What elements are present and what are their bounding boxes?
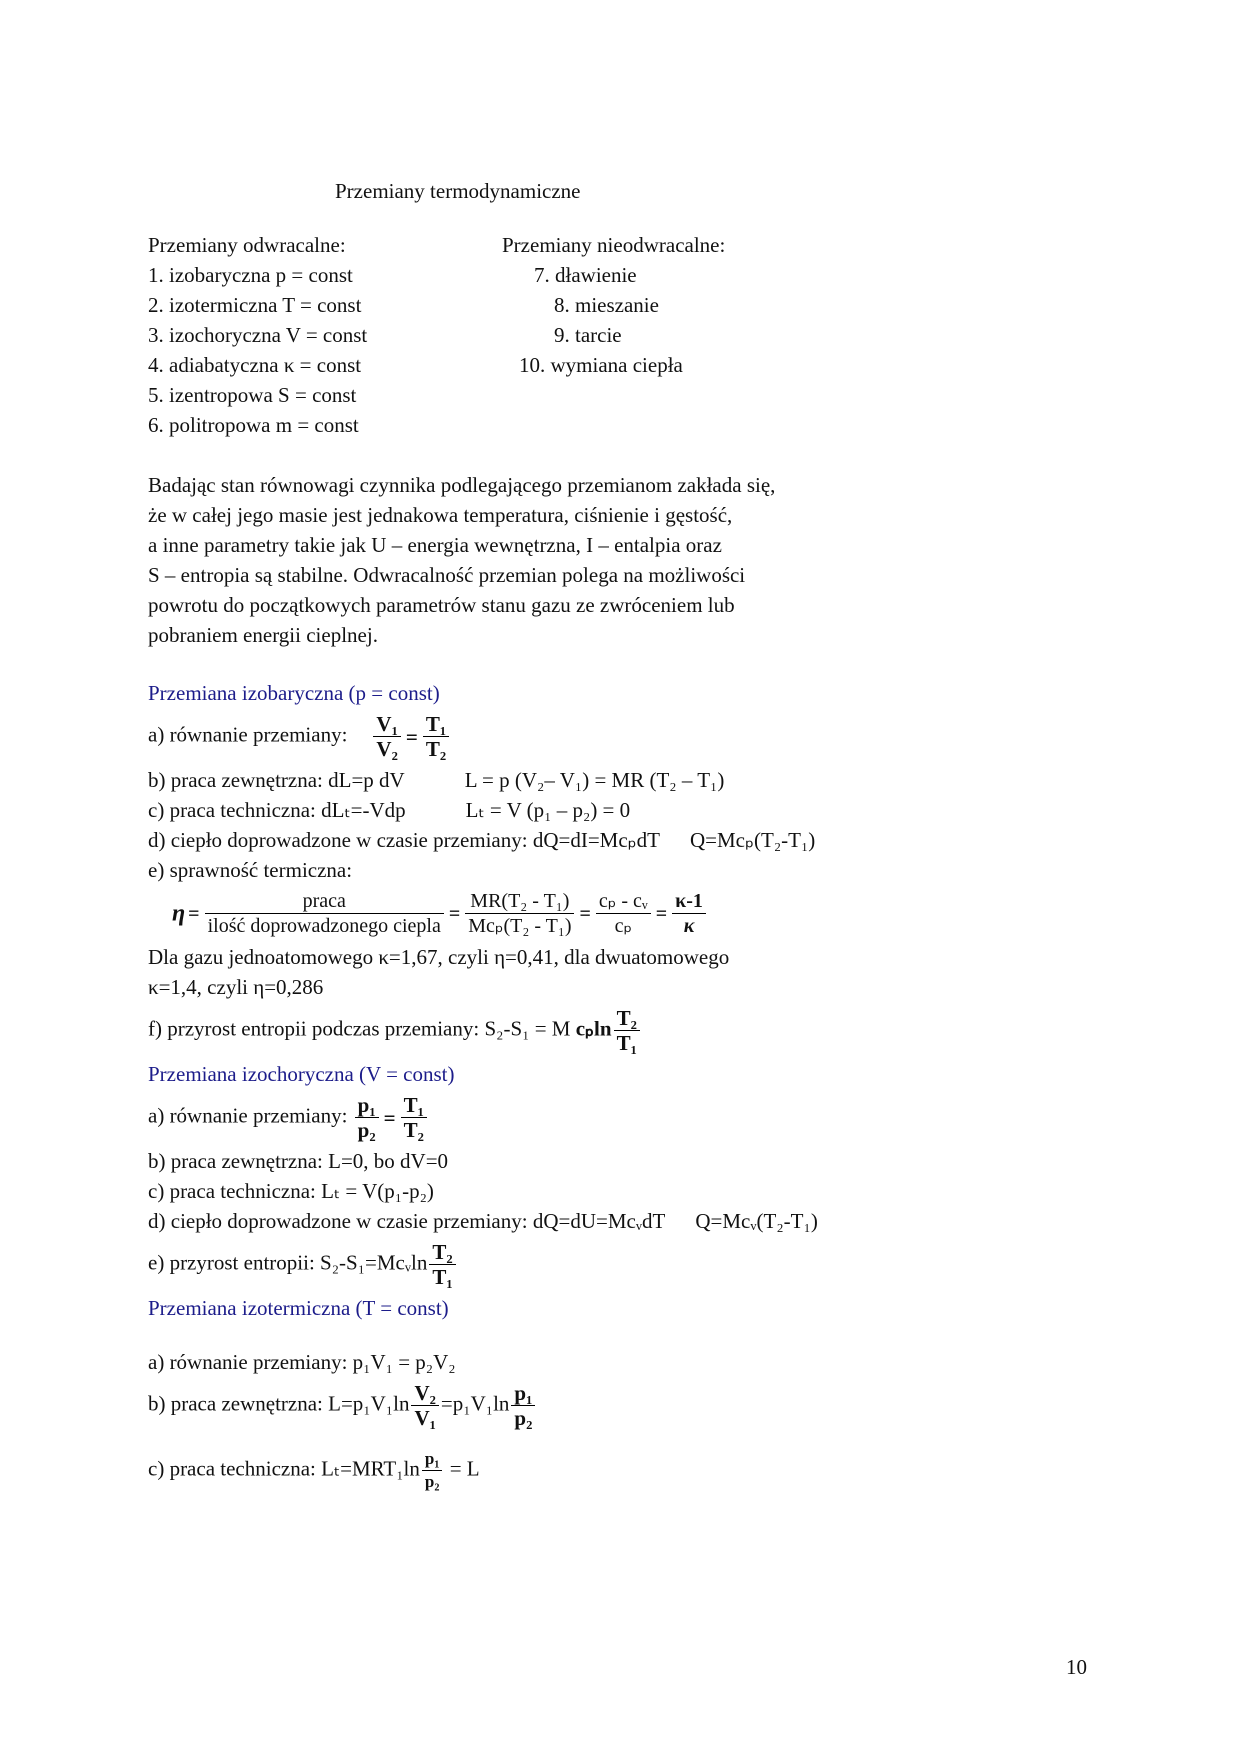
label: b) praca zewnętrzna: L=p₁V₁ln (148, 1391, 410, 1416)
line-d (148, 1206, 1148, 1236)
line-a: a) równanie przemiany: p₁V₁ = p₂V₂ (148, 1350, 456, 1374)
numerator: cₚ - cᵥ (596, 889, 651, 914)
line-d-text: d) ciepło doprowadzone w czasie przemiany: dQ=dI=McₚdT (148, 828, 660, 852)
line-d (148, 825, 1148, 855)
fraction (429, 1240, 455, 1289)
list-item: 8. mieszanie (554, 293, 659, 317)
line-b-text: b) praca zewnętrzna: dL=p dV (148, 768, 405, 792)
numerator: T₂ (429, 1240, 455, 1265)
isochoric-equation (148, 1089, 1148, 1146)
label: c) praca techniczna: Lₜ=MRT₁ln (148, 1456, 420, 1481)
numerator: praca (205, 889, 444, 914)
document-body (148, 176, 1148, 1497)
page-number: 10 (1066, 1655, 1087, 1679)
denominator: T₂ (425, 737, 447, 761)
paragraph-line: a inne parametry takie jak U – energia wewnętrzna, I – entalpia oraz (148, 533, 722, 557)
denominator: V₂ (376, 737, 398, 761)
section-heading-isothermal: Przemiana izotermiczna (T = const) (148, 1296, 449, 1320)
denominator: ilość doprowadzonego ciepla (207, 915, 441, 937)
line-b: b) praca zewnętrzna: L=0, bo dV=0 (148, 1149, 449, 1173)
line-b (148, 765, 1148, 795)
equals: = (579, 902, 591, 925)
fraction (355, 1093, 379, 1142)
denominator: T₁ (616, 1031, 637, 1055)
fraction (596, 889, 651, 938)
intro-paragraph (148, 470, 1148, 650)
line-d-result: Q=Mcᵥ(T₂-T₁) (695, 1209, 818, 1233)
line-b (148, 1377, 1148, 1434)
irreversible-heading: Przemiany nieodwracalne: (502, 233, 726, 257)
line-c (148, 795, 1148, 825)
fraction (373, 712, 400, 761)
numerator: p₁ (355, 1093, 379, 1118)
fraction (401, 1093, 427, 1142)
line-c (148, 1444, 1148, 1497)
numerator: MR(T₂ - T₁) (465, 889, 574, 914)
denominator: cₚ (614, 915, 633, 937)
list-item: 10. wymiana ciepła (519, 353, 683, 377)
paragraph-line: S – entropia są stabilne. Odwracalność przemian polega na możliwości (148, 563, 746, 587)
line-b-result: L = p (V₂– V₁) = MR (T₂ – T₁) (464, 768, 725, 792)
numerator: T₁ (423, 712, 449, 737)
reversible-list (148, 230, 502, 440)
denominator: p₂ (514, 1406, 533, 1430)
fraction (614, 1006, 640, 1055)
list-item: 9. tarcie (554, 323, 622, 347)
entropy-line (148, 1002, 1148, 1059)
paragraph-line: powrotu do początkowych parametrów stanu gazu ze zwróceniem lub (148, 593, 735, 617)
numerator: T₁ (401, 1093, 427, 1118)
line-c-result: Lₜ = V (p₁ – p₂) = 0 (465, 798, 631, 822)
numerator: p₁ (511, 1381, 535, 1406)
denominator: p₂ (357, 1118, 376, 1142)
denominator: p₂ (424, 1472, 440, 1491)
label: e) przyrost entropii: S₂-S₁=Mcᵥln (148, 1250, 428, 1275)
list-item: 4. adiabatyczna κ = const (148, 353, 362, 377)
section-heading-isochoric: Przemiana izochoryczna (V = const) (148, 1062, 455, 1086)
list-item: 6. politropowa m = const (148, 413, 359, 437)
line-d-result: Q=Mcₚ(T₂-T₁) (690, 828, 816, 852)
list-item: 3. izochoryczna V = const (148, 323, 368, 347)
cp-ln: cₚln (575, 1016, 612, 1041)
list-item: 1. izobaryczna p = const (148, 263, 353, 287)
reversible-heading: Przemiany odwracalne: (148, 233, 346, 257)
paragraph-line: Badając stan równowagi czynnika podlegającego przemianom zakłada się, (148, 473, 776, 497)
line-c: c) praca techniczna: Lₜ = V(p₁-p₂) (148, 1179, 434, 1203)
process-lists (148, 230, 1148, 440)
monatomic-note: Dla gazu jednoatomowego κ=1,67, czyli η=0,41, dla dwuatomowego (148, 945, 730, 969)
fraction (411, 1381, 438, 1430)
list-item: 2. izotermiczna T = const (148, 293, 362, 317)
numerator: p₁ (422, 1448, 443, 1471)
equals: = (383, 1105, 396, 1130)
numerator: κ-1 (672, 889, 706, 914)
irreversible-list (502, 230, 725, 440)
diatomic-note: κ=1,4, czyli η=0,286 (148, 975, 324, 999)
list-item: 5. izentropowa S = const (148, 383, 357, 407)
page-title: Przemiany termodynamiczne (335, 179, 581, 203)
entropy-line (148, 1236, 1148, 1293)
fraction (422, 1448, 443, 1493)
label: f) przyrost entropii podczas przemiany: S₂-S₁ = M (148, 1016, 571, 1041)
fraction (511, 1381, 535, 1430)
fraction (672, 889, 706, 938)
middle-term: =p₁V₁ln (440, 1391, 510, 1416)
denominator: V₁ (414, 1406, 436, 1430)
denominator: T₂ (403, 1118, 424, 1142)
label: a) równanie przemiany: (148, 1103, 348, 1128)
isobaric-equation (148, 708, 1148, 765)
list-item: 7. dławienie (534, 263, 637, 287)
line-d-text: d) ciepło doprowadzone w czasie przemiany: dQ=dU=McᵥdT (148, 1209, 666, 1233)
line-e: e) sprawność termiczna: (148, 858, 353, 882)
eta-symbol: η (172, 900, 186, 927)
numerator: V₂ (411, 1381, 438, 1406)
equals: = (405, 724, 418, 749)
efficiency-formula (148, 885, 1148, 942)
line-c-text: c) praca techniczna: dLₜ=-Vdp (148, 798, 406, 822)
equals: = (655, 902, 668, 925)
numerator: T₂ (614, 1006, 640, 1031)
paragraph-line: że w całej jego masie jest jednakowa temperatura, ciśnienie i gęstość, (148, 503, 733, 527)
fraction (465, 889, 574, 938)
fraction (423, 712, 449, 761)
paragraph-line: pobraniem energii cieplnej. (148, 623, 378, 647)
section-heading-isobaric: Przemiana izobaryczna (p = const) (148, 681, 440, 705)
denominator: Mcₚ(T₂ - T₁) (468, 915, 572, 937)
end-term: = L (449, 1456, 480, 1481)
label: a) równanie przemiany: (148, 722, 348, 747)
numerator: V₁ (373, 712, 400, 737)
denominator: κ (683, 915, 695, 937)
equals: = (188, 902, 200, 925)
equals: = (448, 902, 461, 925)
denominator: T₁ (432, 1265, 453, 1289)
fraction (205, 889, 444, 938)
